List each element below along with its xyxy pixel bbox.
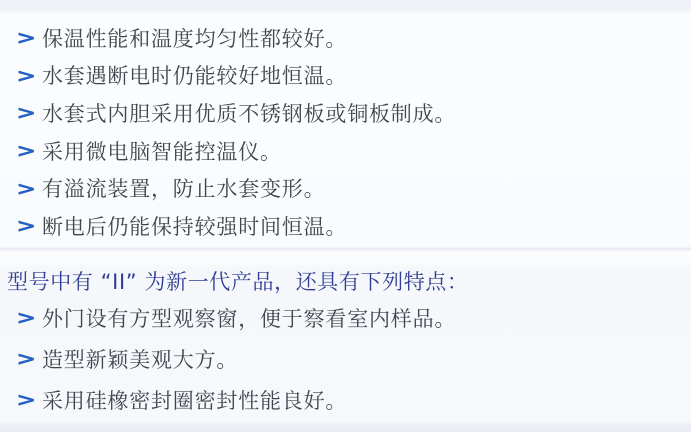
list-item-text: 采用硅橡密封圈密封性能良好。 [42, 388, 348, 413]
list-item-text: 外门设有方型观察窗，便于察看室内样品。 [42, 306, 457, 331]
list-item [16, 19, 685, 57]
list-item-text: 保温性能和温度均匀性都较好。 [42, 26, 348, 51]
list-item [16, 297, 685, 338]
arrow-bullet-icon: > [16, 140, 36, 163]
list-item [16, 57, 685, 95]
section-heading: 型号中有 “II” 为新一代产品，还具有下列特点： [7, 270, 469, 294]
list-item [16, 94, 685, 132]
list-item-text: 有溢流装置，防止水套变形。 [42, 177, 326, 202]
feature-list-secondary [16, 297, 685, 420]
arrow-bullet-icon: > [16, 177, 36, 200]
list-item-text: 水套式内胆采用优质不锈钢板或铜板制成。 [42, 101, 457, 126]
arrow-bullet-icon: > [16, 389, 36, 411]
list-item [16, 338, 685, 379]
list-item [16, 379, 685, 420]
arrow-bullet-icon: > [16, 64, 36, 87]
arrow-bullet-icon: > [16, 102, 36, 125]
list-item [16, 132, 685, 170]
list-item-text: 采用微电脑智能控温仪。 [42, 139, 282, 164]
arrow-bullet-icon: > [16, 307, 36, 329]
list-item-text: 断电后仍能保持较强时间恒温。 [42, 214, 348, 239]
arrow-bullet-icon: > [16, 348, 36, 370]
list-item [16, 169, 685, 207]
arrow-bullet-icon: > [16, 27, 36, 50]
arrow-bullet-icon: > [16, 215, 36, 238]
list-item-text: 造型新颖美观大方。 [42, 347, 239, 372]
list-item-text: 水套遇断电时仍能较好地恒温。 [42, 64, 348, 89]
feature-list-primary [16, 19, 685, 245]
list-item [16, 207, 685, 245]
